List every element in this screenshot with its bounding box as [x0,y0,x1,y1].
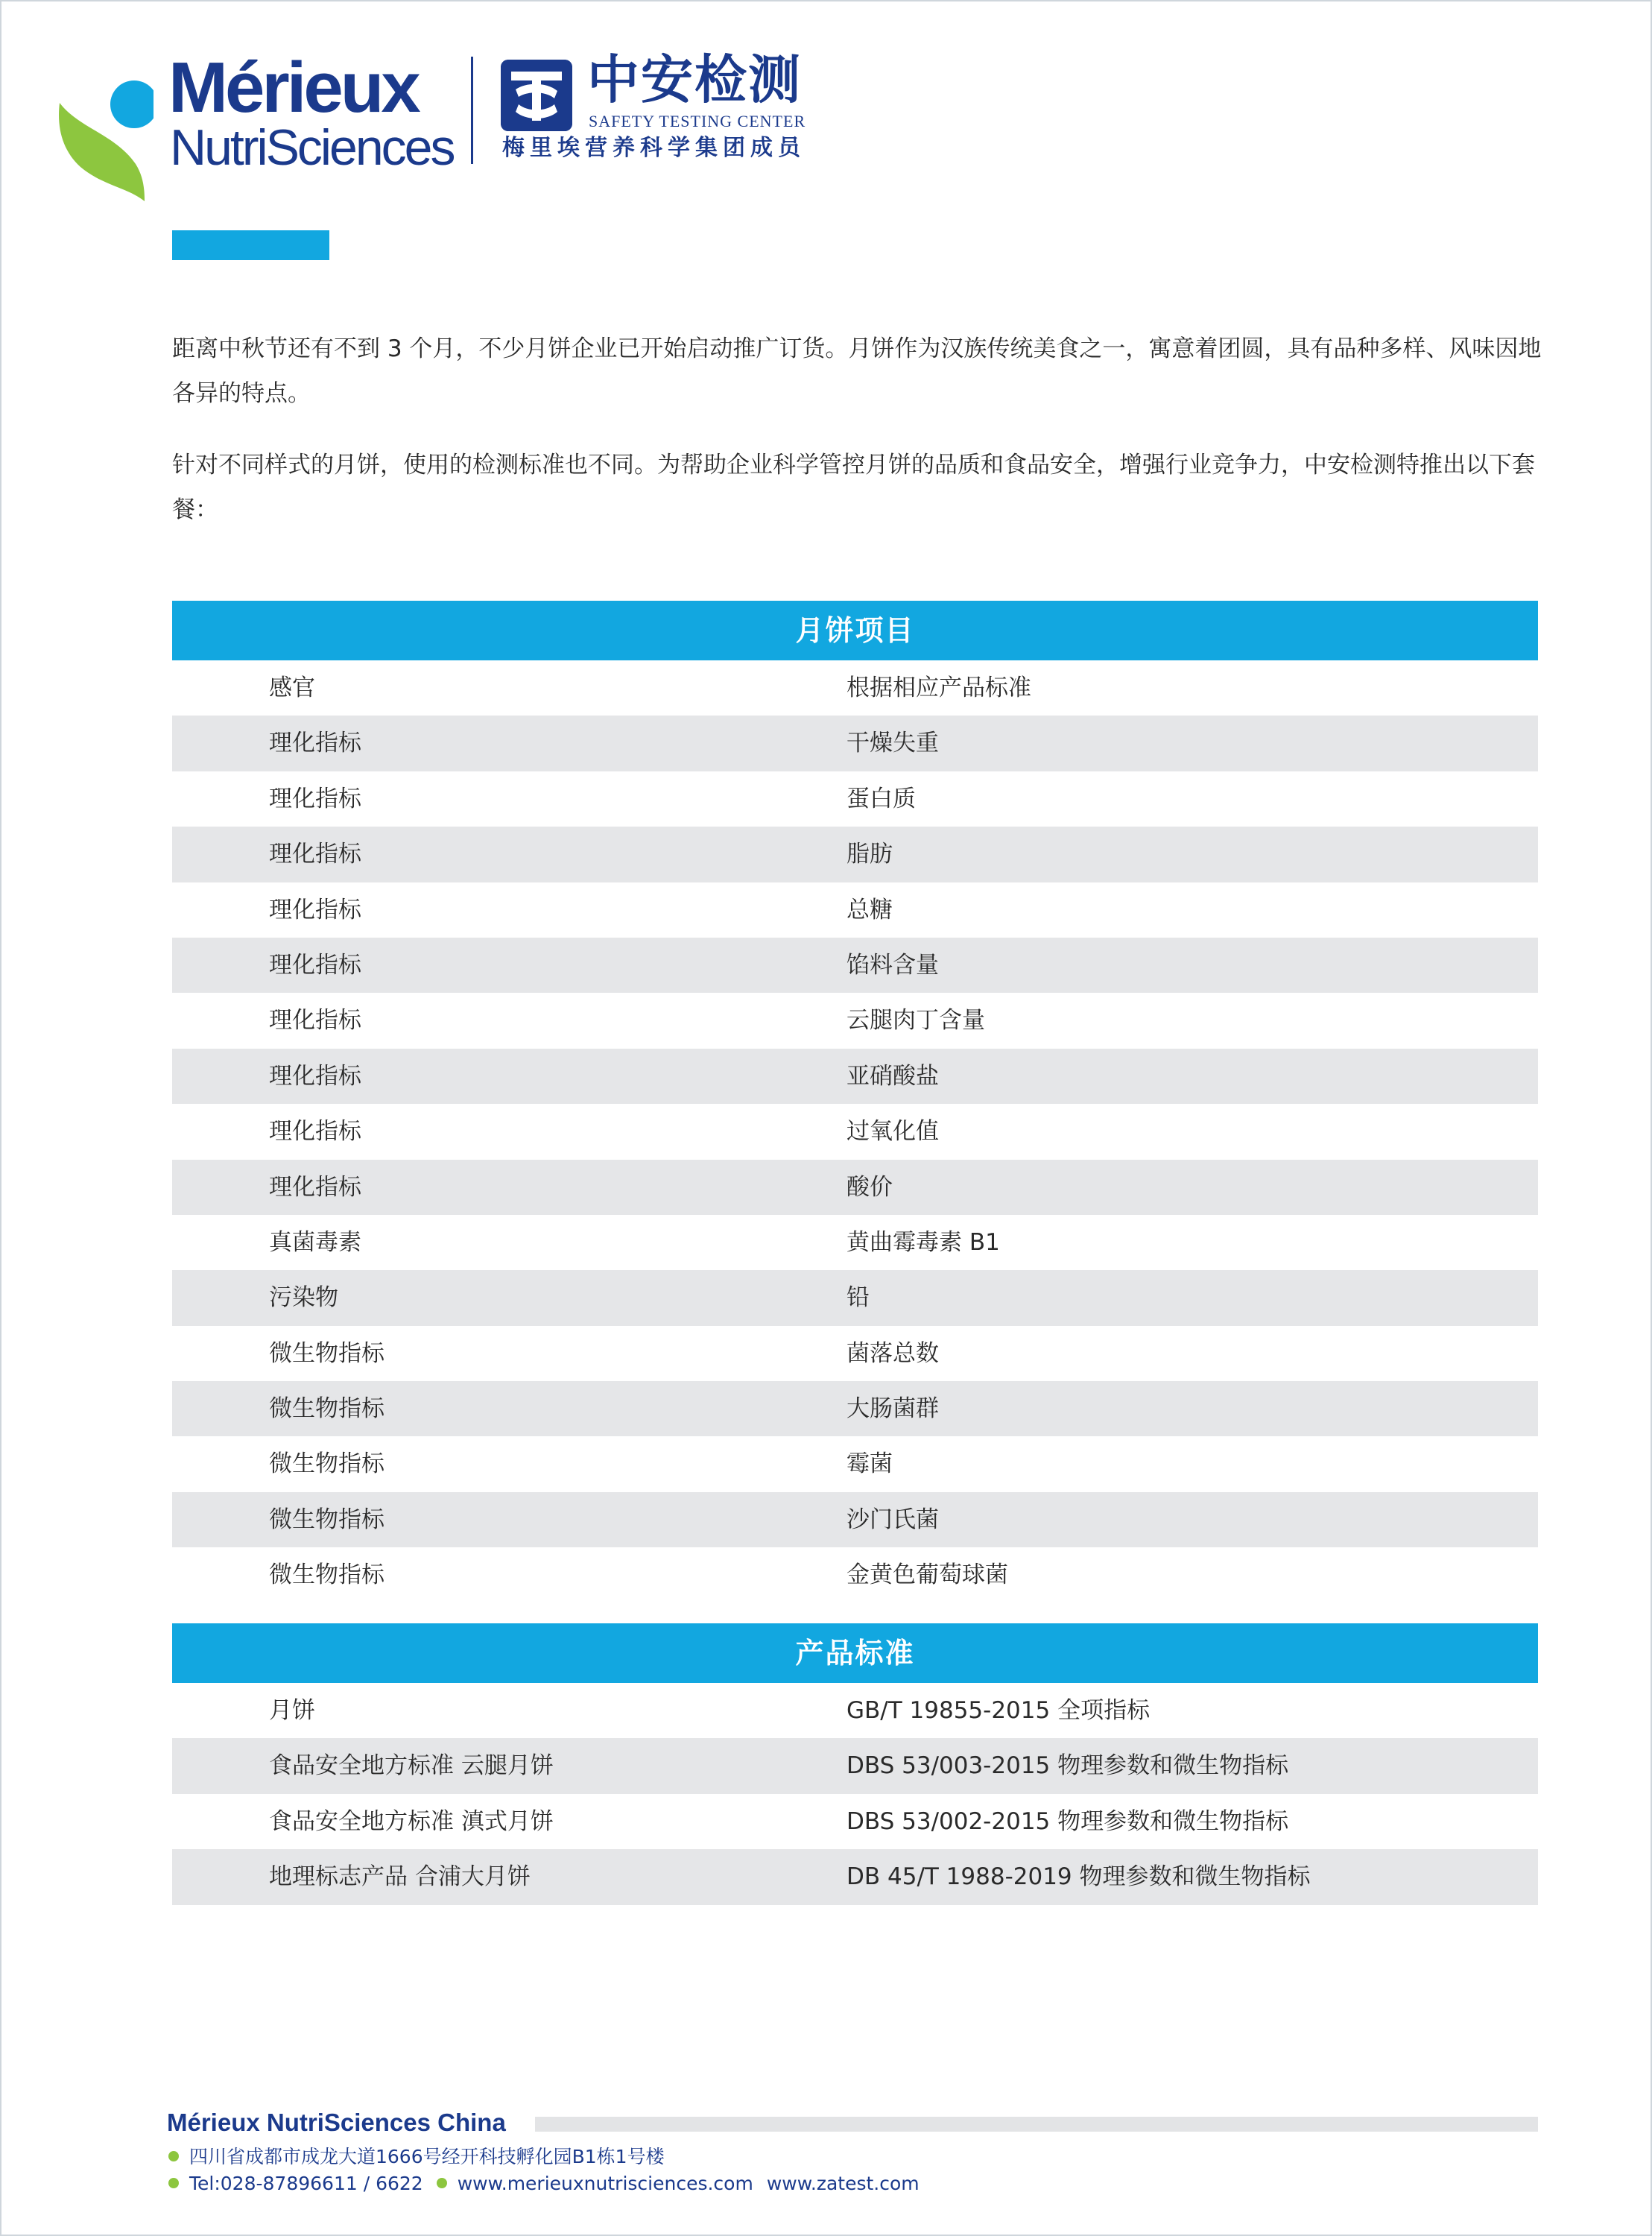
table-row [172,1547,1538,1602]
intro-paragraph-1: 距离中秋节还有不到 3 个月，不少月饼企业已开始启动推广订货。月饼作为汉族传统美食之一，寓意着团圆，具有品种多样、风味因地各异的特点。 [172,335,1542,407]
table-row [172,882,1538,938]
table-row [172,1049,1538,1104]
item-cell: 菌落总数 [846,1339,939,1367]
category-cell: 微生物指标 [269,1506,384,1533]
table-row [172,1738,1538,1793]
product-cell: 食品安全地方标准 滇式月饼 [269,1807,554,1835]
category-cell: 微生物指标 [269,1339,384,1367]
standard-cell: GB/T 19855-2015 全项指标 [846,1697,1151,1724]
standard-cell: DBS 53/003-2015 物理参数和微生物指标 [846,1752,1289,1780]
item-cell: 酸价 [846,1173,893,1201]
table-row [172,660,1538,716]
category-cell: 理化指标 [269,1062,361,1090]
category-cell: 感官 [269,675,315,701]
item-cell: 云腿肉丁含量 [846,1007,985,1035]
table-row [172,938,1538,993]
bullet-icon [168,2151,179,2161]
category-cell: 理化指标 [269,730,361,757]
stc-logo-icon [501,60,572,131]
category-cell: 理化指标 [269,841,361,868]
item-cell: 大肠菌群 [846,1395,939,1423]
table-row [172,1104,1538,1159]
category-cell: 微生物指标 [269,1450,384,1478]
accent-bar [172,230,329,260]
table-row [172,771,1538,827]
footer-website-1[interactable]: www.merieuxnutrisciences.com [457,2173,753,2194]
table-row [172,993,1538,1048]
item-cell: 脂肪 [846,841,893,868]
merieux-leaf-icon [57,76,154,203]
footer-address: 四川省成都市成龙大道1666号经开科技孵化园B1栋1号楼 [189,2146,665,2167]
footer-address-line [168,2145,665,2169]
item-cell: 根据相应产品标准 [846,675,1031,701]
item-cell: 霉菌 [846,1450,893,1478]
items-table-header: 月饼项目 [172,601,1538,660]
footer-company: Mérieux NutriSciences China [167,2109,506,2136]
category-cell: 理化指标 [269,1118,361,1146]
footer-contact-line [168,2172,920,2196]
stc-name-cn: 中安检测 [587,48,802,110]
stc-name-en: SAFETY TESTING CENTER [589,112,806,130]
category-cell: 真菌毒素 [269,1228,361,1256]
brand-name: Mérieux [168,48,418,127]
category-cell: 微生物指标 [269,1395,384,1423]
category-cell: 理化指标 [269,1007,361,1035]
table-row [172,1215,1538,1270]
standard-cell: DB 45/T 1988-2019 物理参数和微生物指标 [846,1863,1311,1891]
item-cell: 馅料含量 [846,951,939,979]
category-cell: 理化指标 [269,951,361,979]
bullet-icon [168,2178,179,2188]
bullet-icon [437,2178,447,2188]
standards-table [172,1623,1538,1905]
footer-bar [535,2117,1538,2132]
standard-cell: DBS 53/002-2015 物理参数和微生物指标 [846,1807,1289,1835]
intro-paragraph-2: 针对不同样式的月饼，使用的检测标准也不同。为帮助企业科学管控月饼的品质和食品安全，增强行业竞争力，中安检测特推出以下套餐： [172,452,1535,523]
table-row [172,1492,1538,1547]
item-cell: 金黄色葡萄球菌 [846,1561,1008,1589]
table-row [172,1849,1538,1904]
page-header [57,48,876,180]
item-cell: 过氧化值 [846,1118,939,1146]
category-cell: 微生物指标 [269,1561,384,1589]
table-row [172,1160,1538,1215]
item-cell: 干燥失重 [846,730,939,757]
category-cell: 理化指标 [269,896,361,923]
logo-divider [471,57,473,164]
table-row [172,1436,1538,1491]
item-cell: 沙门氏菌 [846,1506,939,1533]
footer-website-2[interactable]: www.zatest.com [766,2173,920,2194]
items-table [172,601,1538,1603]
table-row [172,1683,1538,1738]
footer-tel: Tel:028-87896611 / 6622 [189,2173,423,2194]
table-row [172,1381,1538,1436]
brand-subname: NutriSciences [170,119,454,176]
table-row [172,827,1538,882]
table-row [172,716,1538,771]
category-cell: 理化指标 [269,785,361,812]
stc-member-text: 梅里埃营养科学集团成员 [502,135,806,161]
category-cell: 理化指标 [269,1173,361,1201]
product-cell: 地理标志产品 合浦大月饼 [269,1863,531,1891]
product-cell: 月饼 [269,1697,315,1724]
item-cell: 总糖 [846,896,893,923]
item-cell: 铅 [846,1284,870,1312]
table-row [172,1326,1538,1381]
standards-table-header: 产品标准 [172,1623,1538,1683]
item-cell: 黄曲霉毒素 B1 [846,1228,1000,1256]
table-row [172,1270,1538,1325]
product-cell: 食品安全地方标准 云腿月饼 [269,1752,554,1780]
category-cell: 污染物 [269,1284,338,1312]
item-cell: 亚硝酸盐 [846,1062,939,1090]
item-cell: 蛋白质 [846,785,916,812]
table-row [172,1794,1538,1849]
